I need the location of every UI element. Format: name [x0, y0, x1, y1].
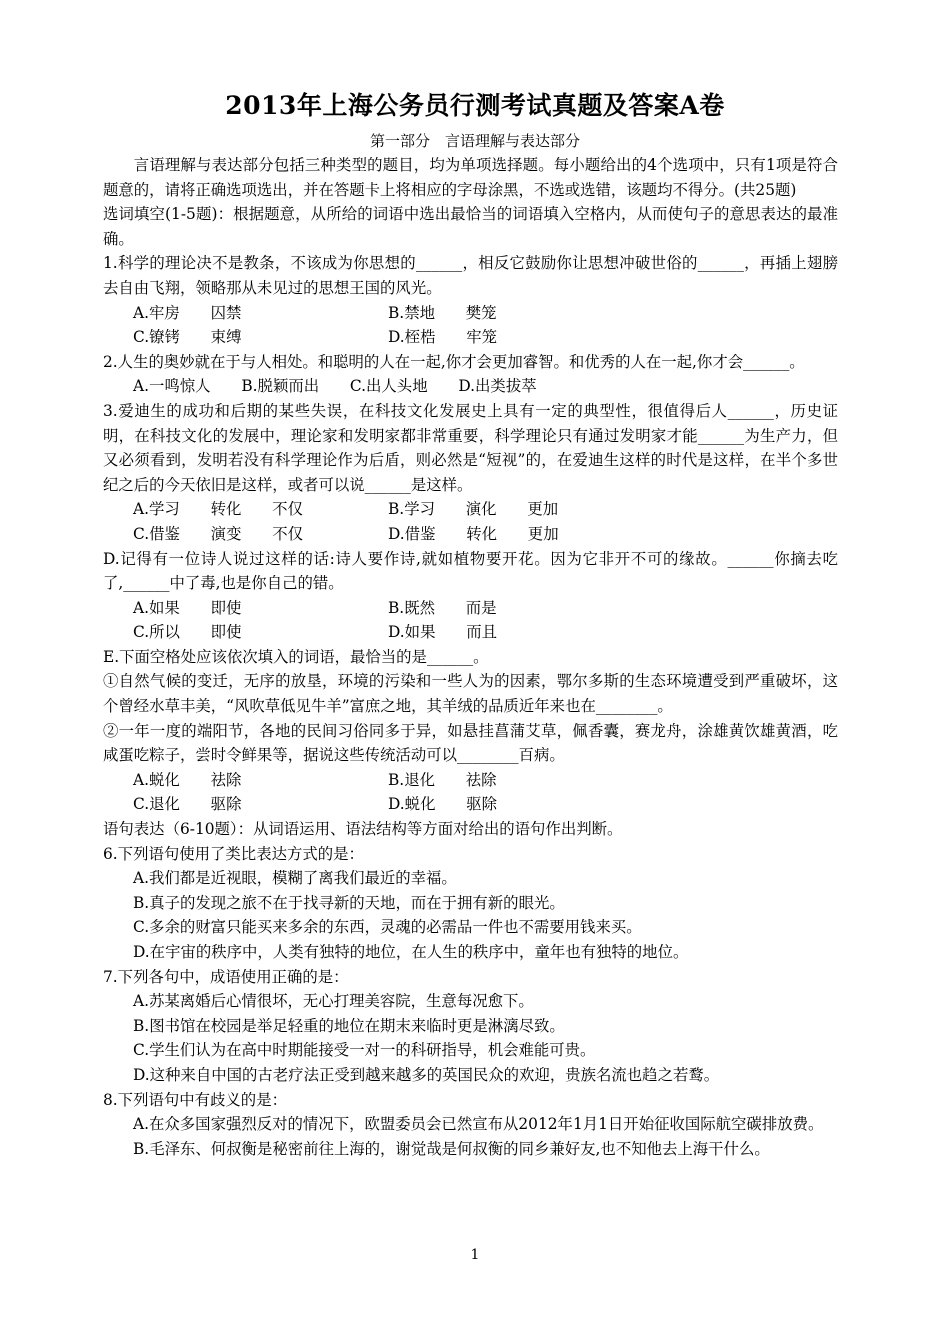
question-1-stem: 1.科学的理论决不是教条，不该成为你思想的______，相反它鼓励你让思想冲破世俗的______，再插上翅膀去自由飞翔，领略那从未见过的思想王国的风光。: [103, 254, 838, 297]
option-a: A.牢房 囚禁: [133, 303, 242, 322]
question-7-stem: 7.下列各句中，成语使用正确的是：: [103, 967, 349, 986]
question-4-options-row-1: [103, 596, 838, 621]
question-5-stem: E.下面空格处应该依次填入的词语，最恰当的是______。: [103, 647, 489, 666]
option-a: A.学习 转化 不仅: [133, 500, 303, 519]
option-c: C.镣铐 束缚: [133, 328, 242, 347]
option-b: B.既然 而是: [388, 598, 497, 617]
option-b: B.图书馆在校园是举足轻重的地位在期末来临时更是淋漓尽致。: [133, 1016, 565, 1035]
section-heading: 第一部分 言语理解与表达部分: [369, 132, 580, 150]
option-c: C.多余的财富只能买来多余的东西，灵魂的必需品一件也不需要用钱来买。: [133, 918, 642, 937]
question-5-options-row-2: [103, 792, 838, 817]
part1-instructions: 选词填空(1-5题)：根据题意，从所给的词语中选出最恰当的词语填入空格内，从而使句子的意思表达的最准确。: [103, 205, 838, 248]
option-b: B.学习 演化 更加: [388, 500, 559, 519]
question-8-stem: 8.下列语句中有歧义的是：: [103, 1090, 287, 1109]
question-5-sentence-1: ①自然气候的变迁，无序的放垦，环境的污染和一些人为的因素，鄂尔多斯的生态环境遭受到严重破坏，这个曾经水草丰美，“风吹草低见牛羊”富庶之地，其羊绒的品质近年来也在________。: [103, 672, 838, 716]
option-d: D.蜕化 驱除: [388, 795, 498, 814]
question-3-options-row-2: [103, 522, 838, 547]
question-1-options-row-1: [103, 301, 838, 326]
part2-instructions: 语句表达（6-10题）：从词语运用、语法结构等方面对给出的语句作出判断。: [103, 820, 623, 839]
option-c: C.学生们认为在高中时期能接受一对一的科研指导，机会难能可贵。: [133, 1041, 596, 1060]
option-d: D.这种来自中国的古老疗法正受到越来越多的英国民众的欢迎，贵族名流也趋之若鹜。: [133, 1065, 720, 1084]
question-2-stem: 2.人生的奥妙就在于与人相处。和聪明的人在一起,你才会更加睿智。和优秀的人在一起,你才会______。: [103, 352, 805, 371]
option-a: A.我们都是近视眼，模糊了离我们最近的幸福。: [133, 869, 457, 888]
option-a: A.苏某离婚后心情很坏，无心打理美容院，生意每况愈下。: [133, 992, 534, 1011]
option-c: C.借鉴 演变 不仅: [133, 524, 304, 543]
option-d: D.如果 而且: [388, 623, 498, 642]
option-b: B.真子的发现之旅不在于找寻新的天地，而在于拥有新的眼光。: [133, 893, 565, 912]
page-title: 2013年上海公务员行测考试真题及答案A卷: [225, 91, 725, 120]
question-3-options-row-1: [103, 497, 838, 522]
option-d: D.借鉴 转化 更加: [388, 524, 559, 543]
option-d: D.桎梏 牢笼: [388, 328, 498, 347]
document-body: [103, 153, 838, 1161]
option-b: B.毛泽东、何叔衡是秘密前往上海的，谢觉哉是何叔衡的同乡兼好友,也不知他去上海干什么。: [133, 1139, 770, 1158]
page-number: 1: [470, 1247, 480, 1263]
option-c: C.所以 即使: [133, 623, 242, 642]
question-1-options-row-2: [103, 325, 838, 350]
option-b: B.禁地 樊笼: [388, 303, 497, 322]
option-a: A.蜕化 祛除: [133, 770, 242, 789]
question-5-sentence-2: ②一年一度的端阳节，各地的民间习俗同多于异，如悬挂菖蒲艾草，佩香囊，赛龙舟，涂雄黄饮雄黄酒，吃咸蛋吃粽子，尝时令鲜果等，据说这些传统活动可以________百病。: [103, 721, 838, 765]
intro-paragraph: 言语理解与表达部分包括三种类型的题目，均为单项选择题。每小题给出的4个选项中，只有1项是符合题意的，请将正确选项选出，并在答题卡上将相应的字母涂黑，不选或选错，该题均不得分。(共25题): [103, 156, 838, 199]
question-2-options: A.一鸣惊人 B.脱颖而出 C.出人头地 D.出类拔萃: [133, 377, 537, 396]
question-4-options-row-2: [103, 620, 838, 645]
question-5-options-row-1: [103, 768, 838, 793]
option-a: A.在众多国家强烈反对的情况下，欧盟委员会已然宣布从2012年1月1日开始征收国际航空碳排放费。: [133, 1115, 824, 1134]
question-4-stem: D.记得有一位诗人说过这样的话:诗人要作诗,就如植物要开花。因为它非开不可的缘故。______你摘去吃了,______中了毒,也是你自己的错。: [103, 549, 838, 593]
option-b: B.退化 祛除: [388, 770, 497, 789]
question-3-stem: 3.爱迪生的成功和后期的某些失误，在科技文化发展史上具有一定的典型性，很值得后人______，历史证明，在科技文化的发展中，理论家和发明家都非常重要，科学理论只有通过发明家才能______为生产力，但又必须看到，发明若没有科学理论作为后盾，则必然是“短视”的，在爱迪生这样的时代是这样，在半个多世纪之后的今天依旧是这样，或者可以说______是这样。: [103, 401, 838, 494]
question-6-stem: 6.下列语句使用了类比表达方式的是：: [103, 844, 364, 863]
option-a: A.如果 即使: [133, 598, 242, 617]
option-d: D.在宇宙的秩序中，人类有独特的地位，在人生的秩序中，童年也有独特的地位。: [133, 943, 689, 961]
option-c: C.退化 驱除: [133, 795, 242, 814]
